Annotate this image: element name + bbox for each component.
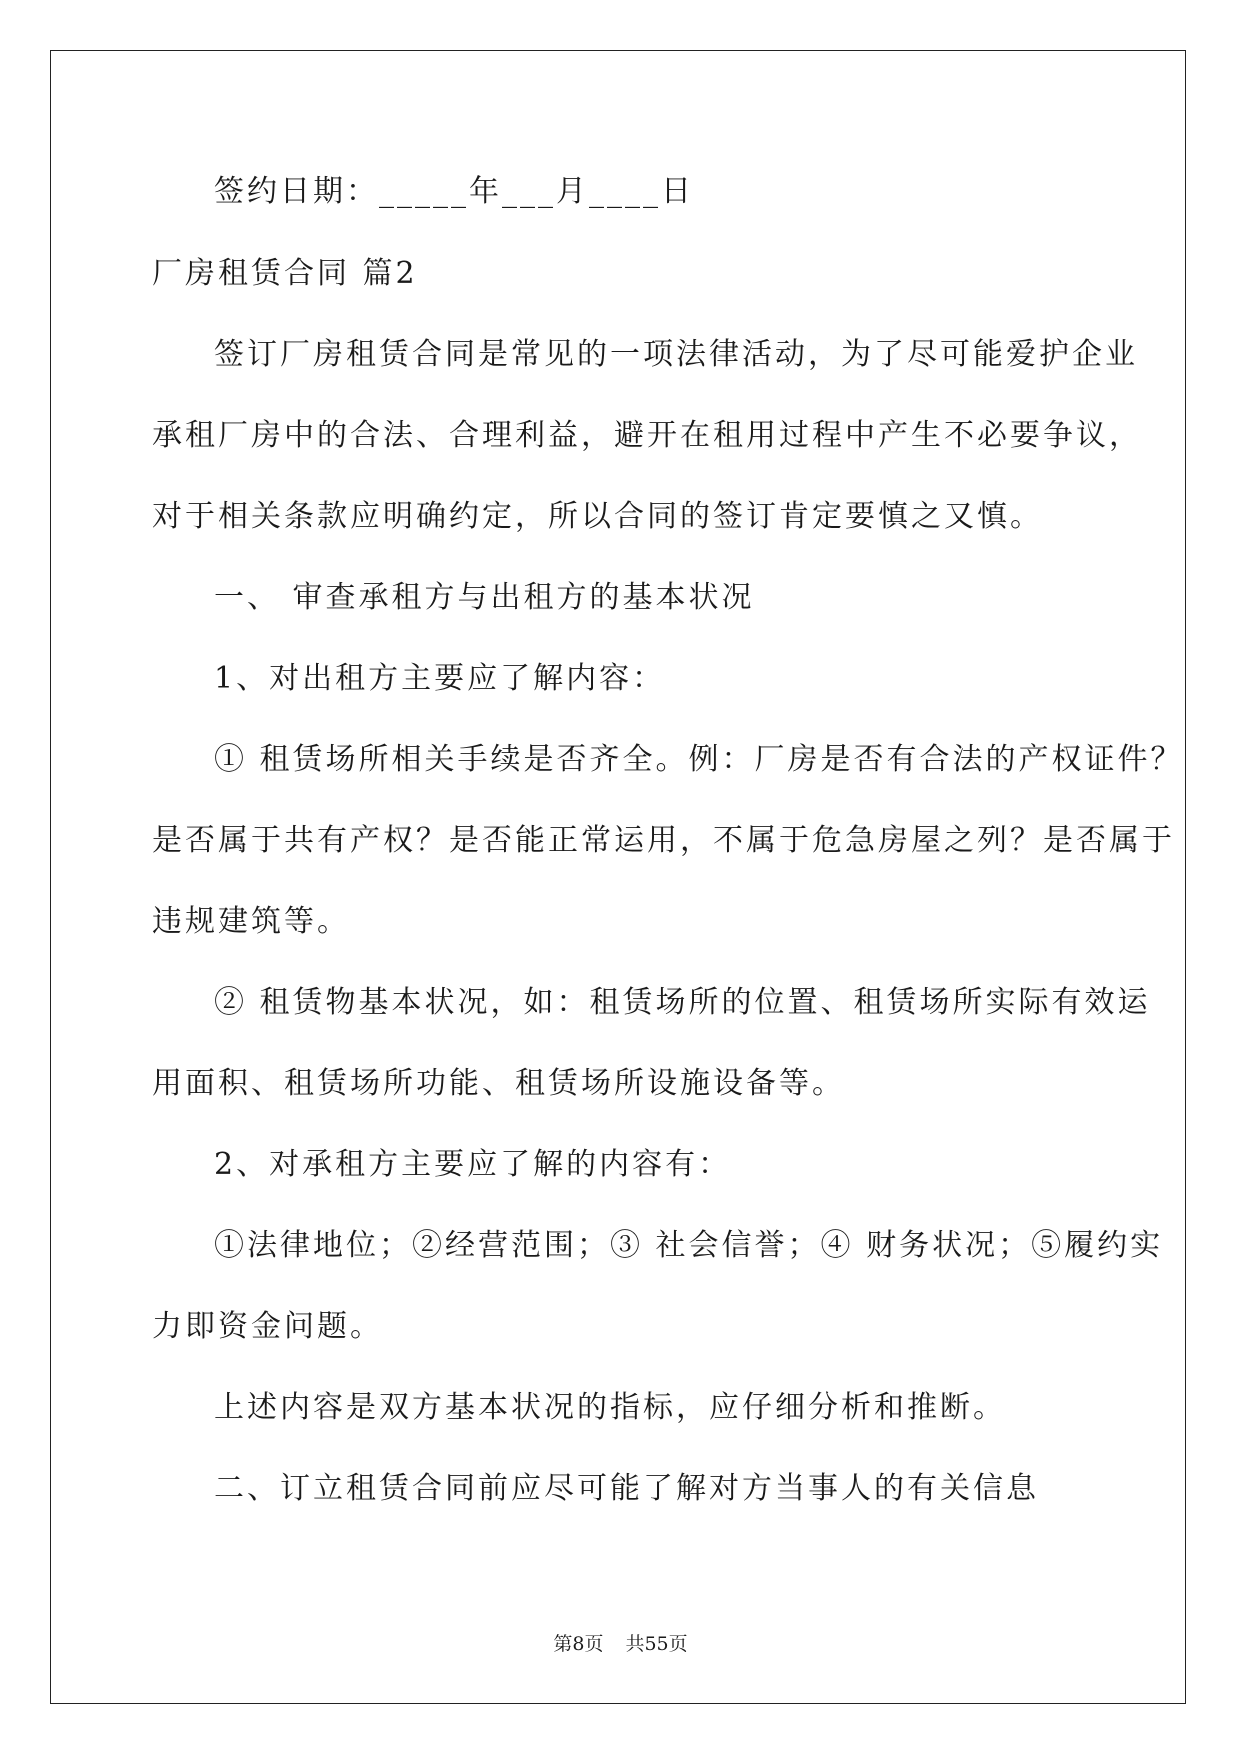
page-border — [50, 50, 1186, 1704]
paragraph-line: 签订厂房租赁合同是常见的一项法律活动，为了尽可能爱护企业 — [214, 337, 1138, 372]
list-item: ② 租赁物基本状况，如：租赁场所的位置、租赁场所实际有效运 — [214, 985, 1151, 1020]
list-item-continuation: 用面积、租赁场所功能、租赁场所设施设备等。 — [152, 1066, 845, 1101]
list-item-continuation: 违规建筑等。 — [152, 904, 350, 939]
list-item-continuation: 是否属于共有产权？是否能正常运用，不属于危急房屋之列？是否属于 — [152, 823, 1175, 858]
paragraph-line: 承租厂房中的合法、合理利益，避开在租用过程中产生不必要争议， — [152, 418, 1142, 453]
list-heading: 2、对承租方主要应了解的内容有： — [214, 1147, 732, 1182]
list-item-continuation: 力即资金问题。 — [152, 1309, 383, 1344]
list-item: ①法律地位；②经营范围；③ 社会信誉；④ 财务状况；⑤履约实 — [214, 1228, 1164, 1263]
paragraph-line: 对于相关条款应明确约定，所以合同的签订肯定要慎之又慎。 — [152, 499, 1043, 534]
section-heading: 厂房租赁合同 篇2 — [152, 256, 418, 291]
list-heading: 1、对出租方主要应了解内容： — [214, 661, 666, 696]
page-total: 共55页 — [625, 1633, 688, 1655]
page-number: 第8页 — [553, 1633, 604, 1655]
signing-date-line: 签约日期：_____年___月____日 — [214, 174, 694, 209]
subheading: 一、 审查承租方与出租方的基本状况 — [214, 580, 755, 615]
subheading: 二、订立租赁合同前应尽可能了解对方当事人的有关信息 — [214, 1471, 1039, 1506]
page-footer — [0, 1629, 1241, 1656]
paragraph-line: 上述内容是双方基本状况的指标，应仔细分析和推断。 — [214, 1390, 1006, 1425]
list-item: ① 租赁场所相关手续是否齐全。例：厂房是否有合法的产权证件？ — [214, 742, 1184, 777]
